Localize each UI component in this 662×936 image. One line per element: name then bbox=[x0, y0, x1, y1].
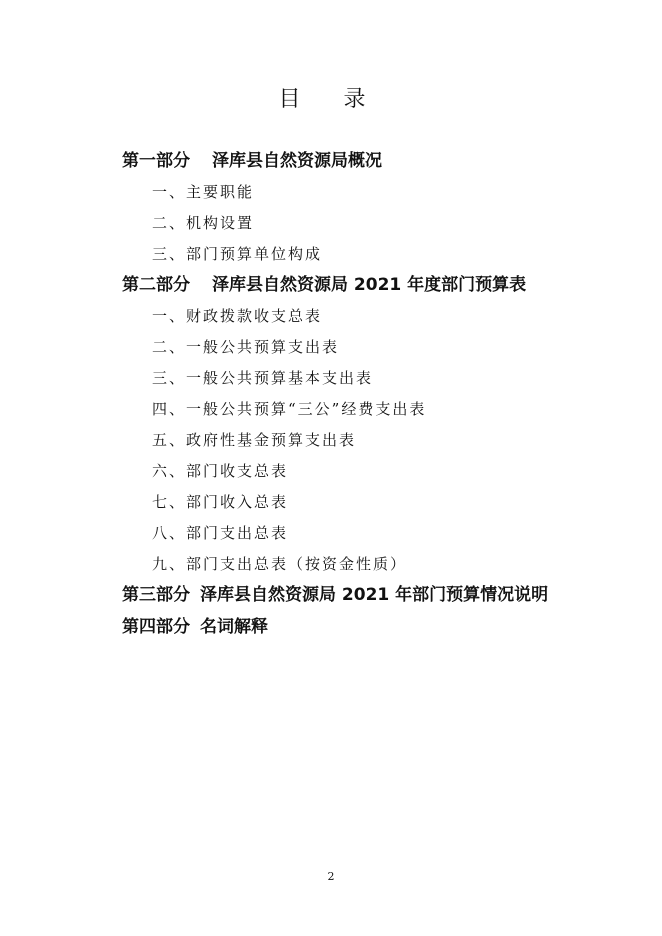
toc-part-1[interactable] bbox=[122, 150, 642, 172]
toc-item[interactable]: 九、部门支出总表（按资金性质） bbox=[152, 555, 408, 573]
toc-item[interactable]: 六、部门收支总表 bbox=[152, 462, 289, 480]
toc-part-3[interactable] bbox=[122, 584, 642, 606]
toc-part-title: 泽库县自然资源局概况 bbox=[212, 151, 382, 171]
page-number: 2 bbox=[327, 870, 335, 883]
toc-item[interactable]: 三、一般公共预算基本支出表 bbox=[152, 369, 374, 387]
toc-part-title: 名词解释 bbox=[200, 617, 268, 637]
toc-item[interactable]: 五、政府性基金预算支出表 bbox=[152, 431, 357, 449]
page-title: 目 录 bbox=[278, 87, 384, 112]
toc-part-number: 第三部分 bbox=[122, 585, 190, 605]
toc-item[interactable]: 八、部门支出总表 bbox=[152, 524, 289, 542]
toc-item[interactable]: 一、财政拨款收支总表 bbox=[152, 307, 323, 325]
toc-part-number: 第二部分 bbox=[122, 275, 190, 295]
toc-item[interactable]: 二、一般公共预算支出表 bbox=[152, 338, 340, 356]
toc-part-number: 第一部分 bbox=[122, 151, 190, 171]
toc-item[interactable]: 一、主要职能 bbox=[152, 183, 255, 201]
toc-part-number: 第四部分 bbox=[122, 617, 190, 637]
toc-part-4[interactable] bbox=[122, 616, 642, 638]
toc-part-title: 泽库县自然资源局 2021 年部门预算情况说明 bbox=[200, 585, 549, 605]
table-of-contents bbox=[122, 150, 642, 638]
toc-item[interactable]: 四、一般公共预算“三公”经费支出表 bbox=[152, 400, 427, 418]
toc-part-title: 泽库县自然资源局 2021 年度部门预算表 bbox=[212, 275, 527, 295]
toc-item[interactable]: 二、机构设置 bbox=[152, 214, 255, 232]
toc-part-2[interactable] bbox=[122, 274, 642, 296]
toc-item[interactable]: 三、部门预算单位构成 bbox=[152, 245, 323, 263]
toc-item[interactable]: 七、部门收入总表 bbox=[152, 493, 289, 511]
